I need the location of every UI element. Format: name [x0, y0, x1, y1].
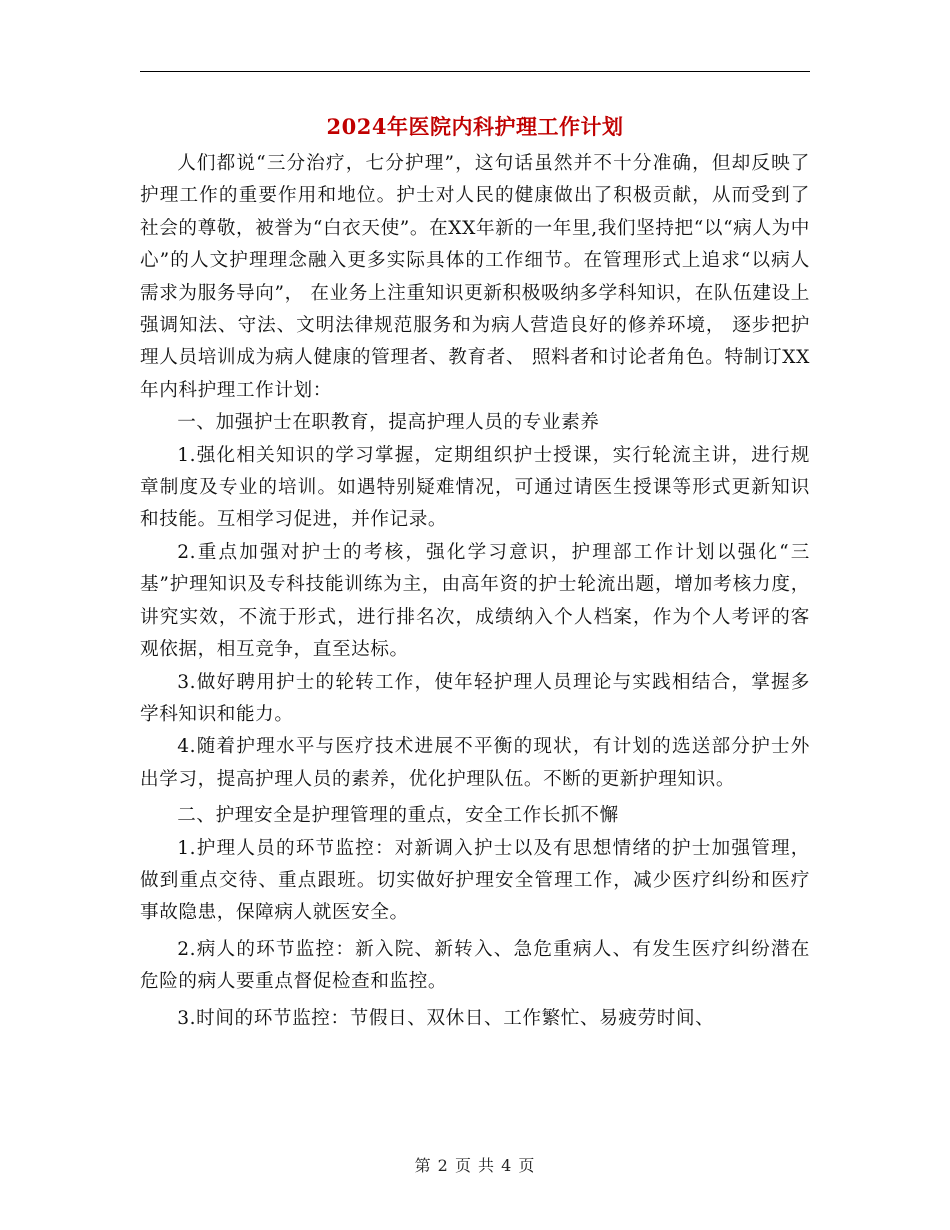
section-heading-2: 二、护理安全是护理管理的重点，安全工作长抓不懈 — [177, 805, 619, 827]
document-title: 2024年医院内科护理工作计划 — [326, 114, 624, 139]
list-item: 3.做好聘用护士的轮转工作，使年轻护理人员理论与实践相结合，掌握多学科知识和能力。 — [140, 671, 810, 725]
section-heading-1: 一、加强护士在职教育，提高护理人员的专业素养 — [177, 412, 600, 434]
list-item: 1.护理人员的环节监控：对新调入护士以及有思想情绪的护士加强管理，做到重点交待、重点跟班。切实做好护理安全管理工作，减少医疗纠纷和医疗事故隐患，保障病人就医安全。 — [140, 837, 810, 924]
list-item: 1.强化相关知识的学习掌握，定期组织护士授课，实行轮流主讲，进行规章制度及专业的培训。如遇特别疑难情况，可通过请医生授课等形式更新知识和技能。互相学习促进，并作记录。 — [140, 444, 810, 531]
list-item: 2.重点加强对护士的考核，强化学习意识，护理部工作计划以强化“三基”护理知识及专科技能训练为主，由高年资的护士轮流出题，增加考核力度，讲究实效，不流于形式，进行排名次，成绩纳入个人档案，作为个人考评的客观依据，相互竞争，直至达标。 — [140, 541, 810, 661]
document-body — [140, 148, 810, 1035]
header-rule — [140, 71, 810, 72]
intro-paragraph: 人们都说“三分治疗，七分护理”，这句话虽然并不十分准确，但却反映了护理工作的重要作用和地位。护士对人民的健康做出了积极贡献，从而受到了社会的尊敬，被誉为“白衣天使”。在XX年新的一年里,我们坚持把“以“病人为中心”的人文护理理念融入更多实际具体的工作细节。在管理形式上追求“以病人需求为服务导向”， 在业务上注重知识更新积极吸纳多学科知识，在队伍建设上强调知法、守法、文明法律规范服务和为病人营造良好的修养环境， 逐步把护理人员培训成为病人健康的管理者、教育者、 照料者和讨论者角色。特制订XX年内科护理工作计划： — [140, 153, 810, 401]
list-item: 3.时间的环节监控：节假日、双休日、工作繁忙、易疲劳时间、 — [177, 1007, 715, 1029]
list-item: 4.随着护理水平与医疗技术进展不平衡的现状，有计划的选送部分护士外出学习，提高护理人员的素养，优化护理队伍。不断的更新护理知识。 — [140, 736, 810, 790]
page-number-footer: 第 2 页 共 4 页 — [414, 1156, 536, 1175]
list-item: 2.病人的环节监控：新入院、新转入、急危重病人、有发生医疗纠纷潜在危险的病人要重点督促检查和监控。 — [140, 938, 810, 993]
